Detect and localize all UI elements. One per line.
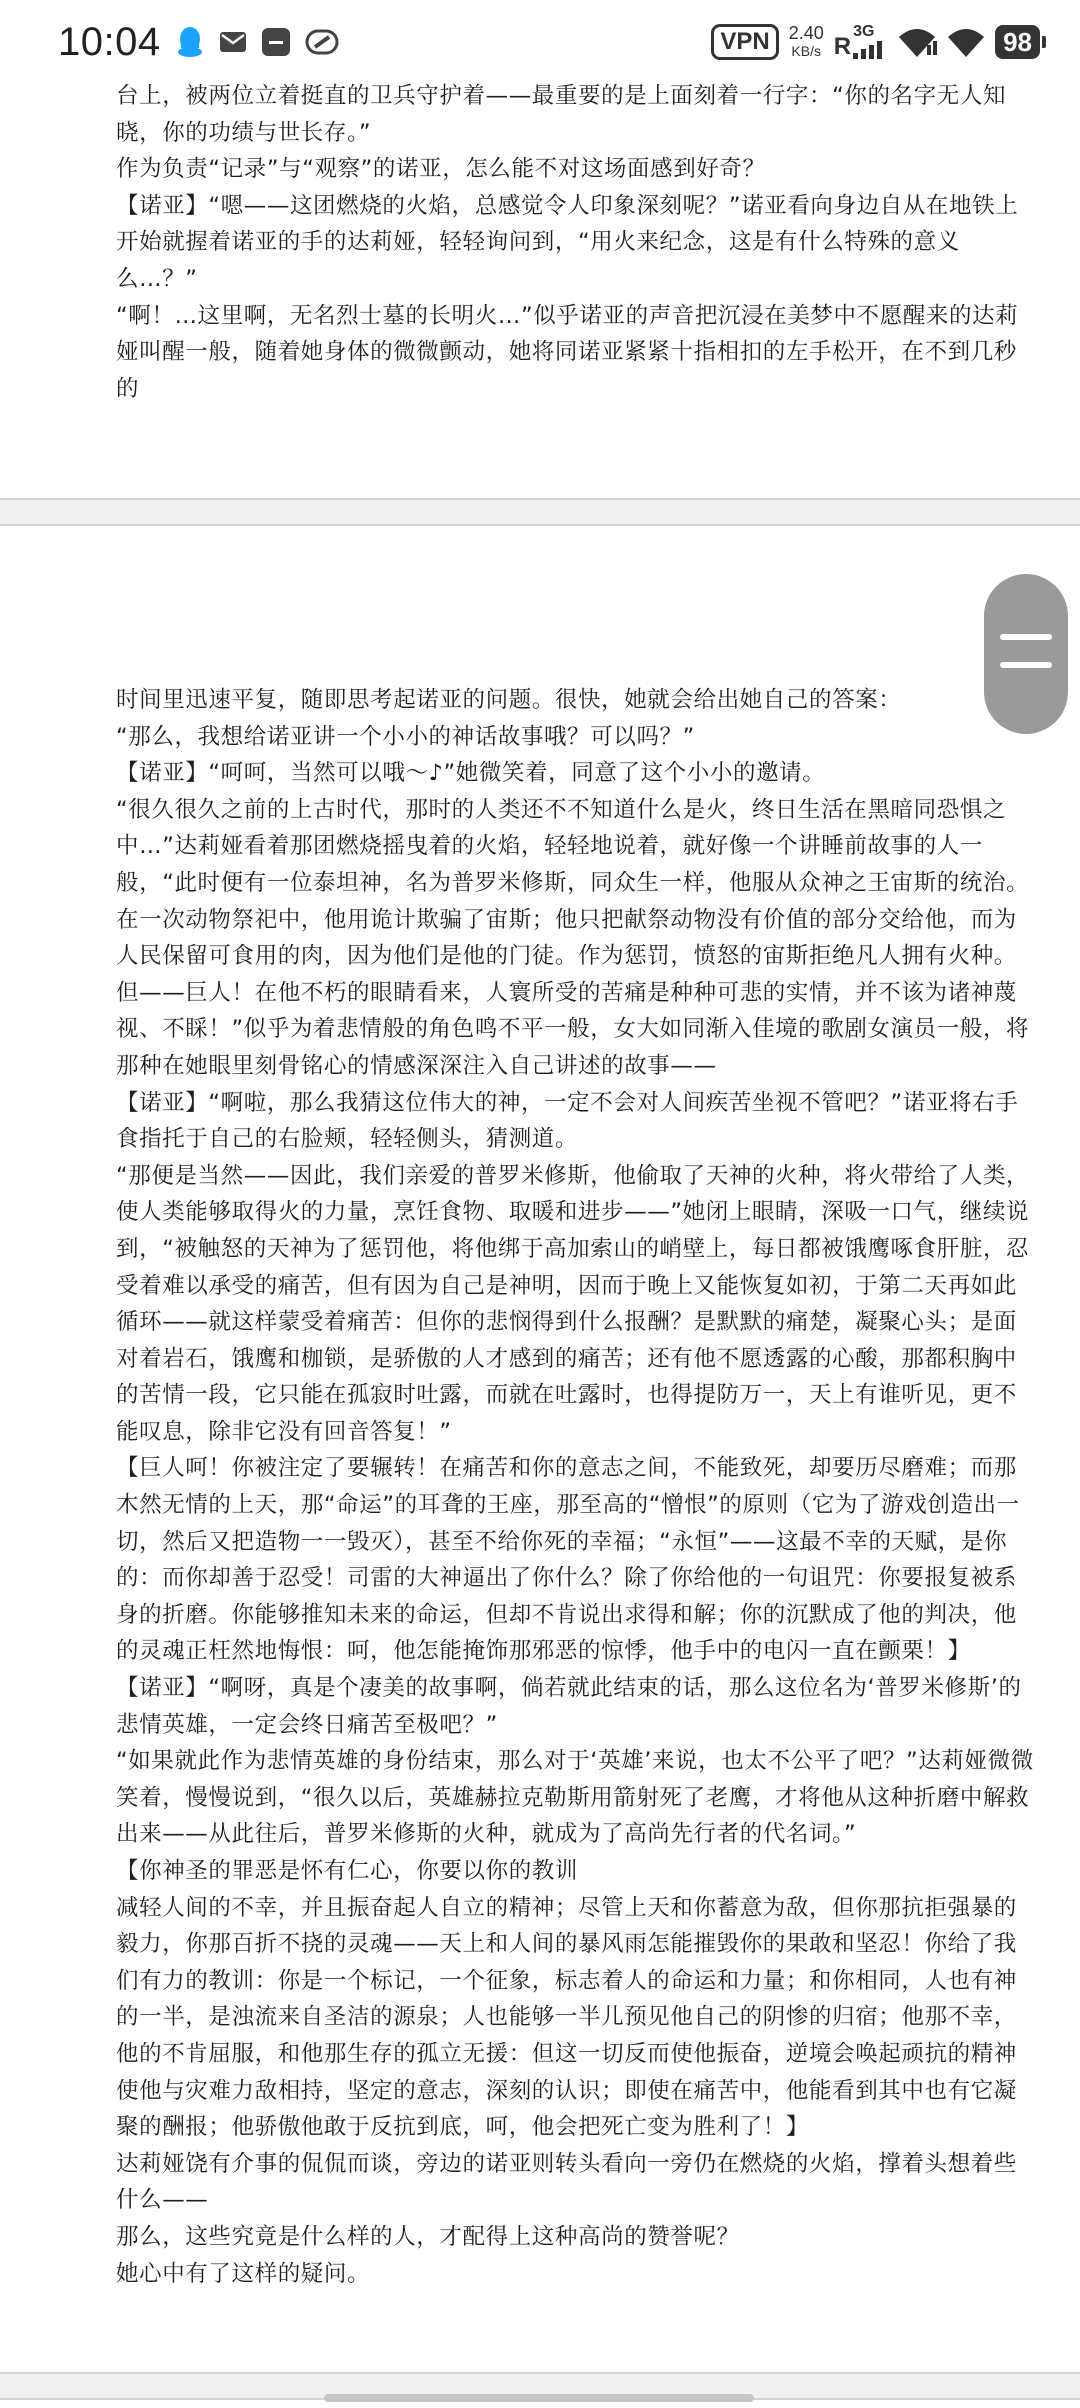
paragraph: “如果就此作为悲情英雄的身份结束，那么对于‘英雄’来说，也太不公平了吧？”达莉娅微微笑着，慢慢说到，“很久以后，英雄赫拉克勒斯用箭射死了老鹰，才将他从这种折磨中解救出来——从此往后，普罗米修斯的火种，就成为了高尚先行者的代名词。” — [116, 1748, 1034, 1848]
mobile-signal: R 3G — [834, 25, 887, 59]
wifi-icon — [897, 25, 937, 59]
paragraph: 作为负责“记录”与“观察”的诺亚，怎么能不对这场面感到好奇？ — [116, 156, 766, 183]
battery-icon: 98 — [995, 25, 1040, 59]
reader-page-2-text — [116, 682, 1034, 2292]
reader-page-1-text — [116, 78, 1034, 407]
paragraph: 【诺亚】“啊呀，真是个凄美的故事啊，倘若就此结束的话，那么这位名为‘普罗米修斯’的悲情英雄，一定会终日痛苦至极吧？” — [116, 1675, 1022, 1738]
paragraph: 她心中有了这样的疑问。 — [116, 2260, 371, 2287]
paragraph: “很久很久之前的上古时代，那时的人类还不不知道什么是火，终日生活在黑暗同恐惧之中…”达莉娅看着那团燃烧摇曳着的火焰，轻轻地说着，就好像一个讲睡前故事的人一般，“此时便有一位泰坦神，名为普罗米修斯，同众生一样，他服从众神之王宙斯的统治。在一次动物祭祀中，他用诡计欺骗了宙斯；他只把献祭动物没有价值的部分交给他，而为人民保留可食用的肉，因为他们是他的门徒。作为惩罚，愤怒的宙斯拒绝凡人拥有火种。但——巨人！在他不朽的眼睛看来，人寰所受的苦痛是种种可悲的实情，并不该为诸神蔑视、不睬！”似乎为着悲情般的角色鸣不平一般，女大如同渐入佳境的歌剧女演员一般，将那种在她眼里刻骨铭心的情感深深注入自己讲述的故事—— — [116, 796, 1030, 1079]
message-icon — [261, 27, 291, 57]
paragraph: 【诺亚】“呵呵，当然可以哦～♪”她微笑着，同意了这个小小的邀请。 — [116, 760, 826, 787]
qq-penguin-icon — [175, 25, 205, 59]
system-indicators — [711, 24, 1040, 60]
network-speed: 2.40 KB/s — [788, 23, 824, 59]
page-divider — [0, 498, 1080, 526]
status-bar — [0, 0, 1080, 84]
scroll-handle-grip — [1000, 662, 1052, 668]
paragraph: 【你神圣的罪恶是怀有仁心，你要以你的教训 — [116, 1858, 579, 1884]
paragraph: “那便是当然——因此，我们亲爱的普罗米修斯，他偷取了天神的火种，将火带给了人类，使人类能够取得火的力量，烹饪食物、取暖和进步——”她闭上眼睛，深吸一口气，继续说到，“被触怒的天神为了惩罚他，将他绑于高加索山的峭壁上，每日都被饿鹰啄食肝脏，忍受着难以承受的痛苦，但有因为自己是神明，因而于晚上又能恢复如初，于第二天再如此循环——就这样蒙受着痛苦：但你的悲悯得到什么报酬？是默默的痛楚，凝聚心头；是面对着岩石，饿鹰和枷锁，是骄傲的人才感到的痛苦；还有他不愿透露的心酸，那都积胸中的苦情一段，它只能在孤寂时吐露，而就在吐露时，也得提防万一，天上有谁听见，更不能叹息，除非它没有回音答复！” — [116, 1162, 1030, 1445]
link-icon — [305, 27, 339, 57]
paragraph: 时间里迅速平复，随即思考起诺亚的问题。很快，她就会给出她自己的答案： — [116, 687, 902, 713]
paragraph: 减轻人间的不幸，并且振奋起人自立的精神；尽管上天和你蓄意为敌，但你那抗拒强暴的毅力，你那百折不挠的灵魂——天上和人间的暴风雨怎能摧毁你的果敢和坚忍！你给了我们有力的教训：你是一个标记，一个征象，标志着人的命运和力量；和你相同，人也有神的一半，是浊流来自圣洁的源泉；人也能够一半儿预见他自己的阴惨的归宿；他那不幸，他的不肯屈服，和他那生存的孤立无援：但这一切反而使他振奋，逆境会唤起顽抗的精神使他与灾难力敌相持，坚定的意志，深刻的认识；即使在痛苦中，他能看到其中也有它凝聚的酬报；他骄傲他敢于反抗到底，呵，他会把死亡变为胜利了！】 — [116, 1894, 1017, 2141]
signal-icon — [853, 39, 887, 59]
paragraph: 达莉娅饶有介事的侃侃而谈，旁边的诺亚则转头看向一旁仍在燃烧的火焰，撑着头想着些什么—— — [116, 2150, 1017, 2214]
scroll-handle-grip — [1000, 634, 1052, 640]
wifi-icon — [947, 26, 985, 58]
paragraph: 台上，被两位立着挺直的卫兵守护着——最重要的是上面刻着一行字：“你的名字无人知晓，你的功绩与世长存。” — [116, 83, 1007, 146]
paragraph: 【诺亚】“嗯——这团燃烧的火焰，总感觉令人印象深刻呢？”诺亚看向身边自从在地铁上开始就握着诺亚的手的达莉娅，轻轻询问到，“用火来纪念，这是有什么特殊的意义么…？” — [116, 192, 1019, 292]
paragraph: “啊！…这里啊，无名烈士墓的长明火…”似乎诺亚的声音把沉浸在美梦中不愿醒来的达莉娅叫醒一般，随着她身体的微微颤动，她将同诺亚紧紧十指相扣的左手松开，在不到几秒的 — [116, 302, 1019, 402]
mail-icon — [219, 28, 247, 56]
home-indicator[interactable] — [324, 2394, 754, 2402]
paragraph: “那么，我想给诺亚讲一个小小的神话故事哦？可以吗？” — [116, 723, 695, 750]
vpn-badge: VPN — [711, 24, 778, 60]
paragraph: 那么，这些究竟是什么样的人，才配得上这种高尚的赞誉呢？ — [116, 2223, 740, 2250]
paragraph: 【诺亚】“啊啦，那么我猜这位伟大的神，一定不会对人间疾苦坐视不管吧？”诺亚将右手食指托于自己的右脸颊，轻轻侧头，猜测道。 — [116, 1089, 1019, 1153]
notification-icons — [175, 25, 339, 59]
status-time: 10:04 — [58, 19, 161, 64]
paragraph: 【巨人呵！你被注定了要辗转！在痛苦和你的意志之间，不能致死，却要历尽磨难；而那木然无情的上天，那“命运”的耳聋的王座，那至高的“憎恨”的原则（它为了游戏创造出一切，然后又把造物一一毁灭），甚至不给你死的幸福；“永恒”——这最不幸的天赋，是你的：而你却善于忍受！司雷的大神逼出了你什么？除了你给他的一句诅咒：你要报复被系身的折磨。你能够推知未来的命运，但却不肯说出求得和解；你的沉默成了他的判决，他的灵魂正枉然地悔恨：呵，他怎能掩饰那邪恶的惊悸，他手中的电闪一直在颤栗！】 — [116, 1455, 1020, 1665]
